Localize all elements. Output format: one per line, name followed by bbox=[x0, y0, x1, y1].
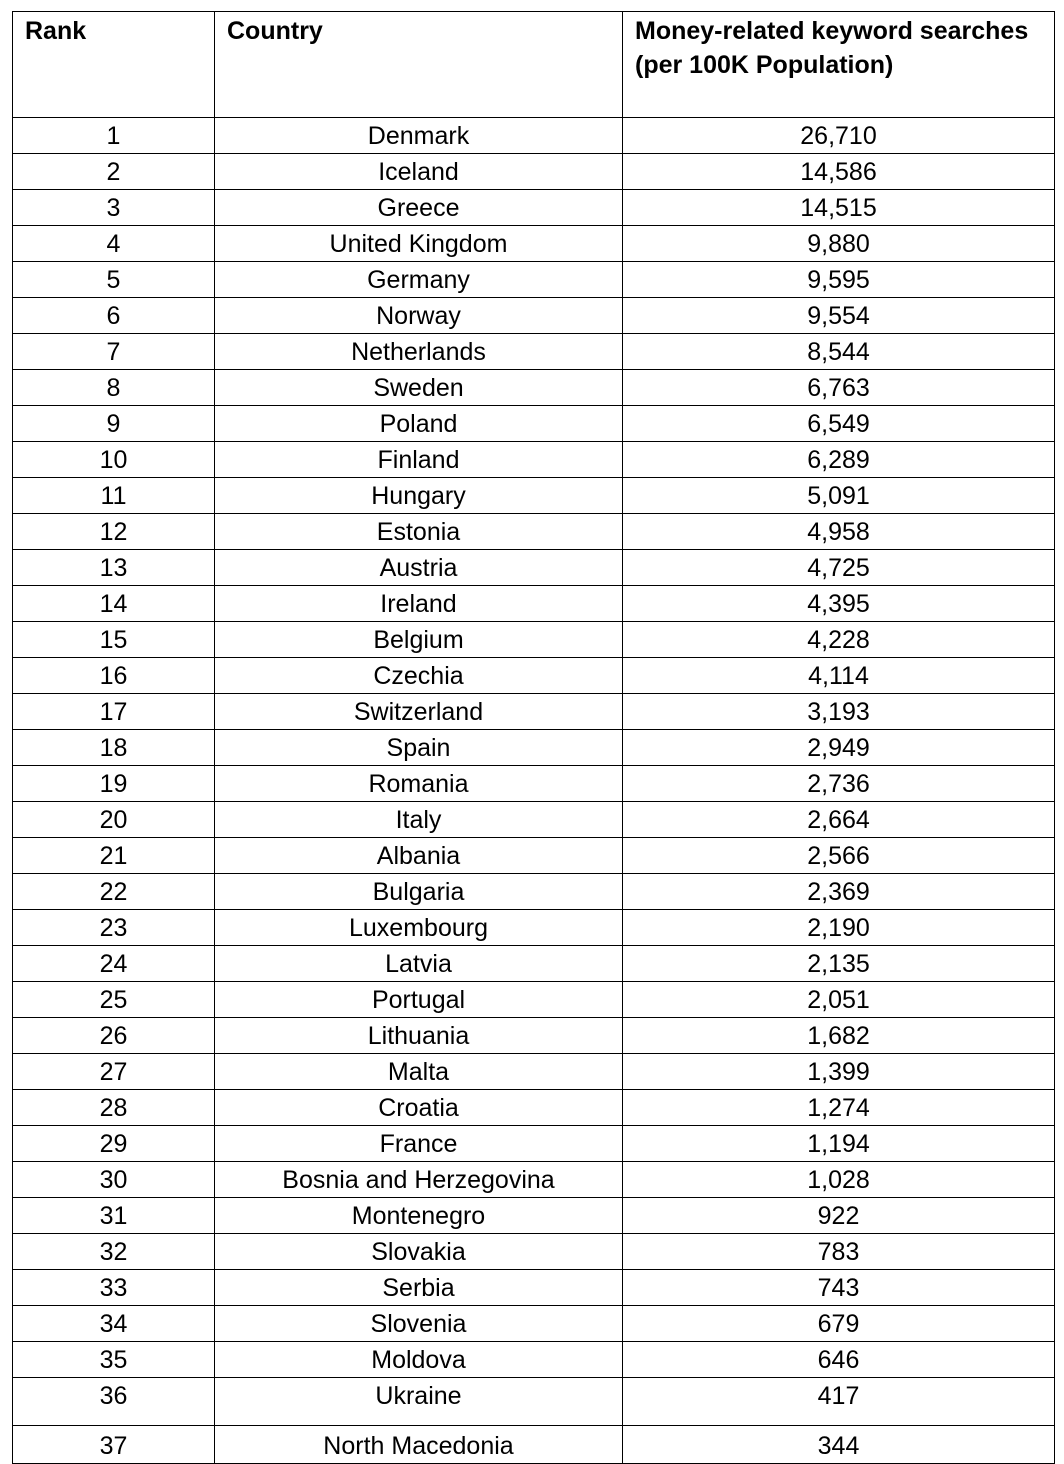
country-cell: Luxembourg bbox=[215, 910, 623, 946]
country-cell: Bosnia and Herzegovina bbox=[215, 1162, 623, 1198]
country-cell: Iceland bbox=[215, 154, 623, 190]
rank-cell: 25 bbox=[13, 982, 215, 1018]
searches-cell: 9,595 bbox=[623, 262, 1055, 298]
rank-cell: 22 bbox=[13, 874, 215, 910]
rank-cell: 24 bbox=[13, 946, 215, 982]
rank-cell: 11 bbox=[13, 478, 215, 514]
rank-cell: 17 bbox=[13, 694, 215, 730]
country-cell: Malta bbox=[215, 1054, 623, 1090]
table-row bbox=[13, 262, 1055, 298]
searches-cell: 9,880 bbox=[623, 226, 1055, 262]
rank-cell: 3 bbox=[13, 190, 215, 226]
table-row bbox=[13, 1054, 1055, 1090]
rank-cell: 19 bbox=[13, 766, 215, 802]
table-row bbox=[13, 406, 1055, 442]
table-row bbox=[13, 154, 1055, 190]
searches-cell: 2,664 bbox=[623, 802, 1055, 838]
table-row bbox=[13, 226, 1055, 262]
rank-cell: 10 bbox=[13, 442, 215, 478]
searches-cell: 4,114 bbox=[623, 658, 1055, 694]
searches-cell: 6,763 bbox=[623, 370, 1055, 406]
country-cell: Albania bbox=[215, 838, 623, 874]
rank-cell: 16 bbox=[13, 658, 215, 694]
country-cell: Ukraine bbox=[215, 1378, 623, 1426]
country-cell: Netherlands bbox=[215, 334, 623, 370]
country-cell: United Kingdom bbox=[215, 226, 623, 262]
searches-cell: 5,091 bbox=[623, 478, 1055, 514]
rank-cell: 32 bbox=[13, 1234, 215, 1270]
header-searches: Money-related keyword searches (per 100K Population) bbox=[623, 12, 1055, 118]
table-row bbox=[13, 946, 1055, 982]
table-row bbox=[13, 586, 1055, 622]
country-cell: Norway bbox=[215, 298, 623, 334]
table-row bbox=[13, 1306, 1055, 1342]
searches-cell: 1,274 bbox=[623, 1090, 1055, 1126]
table-row bbox=[13, 658, 1055, 694]
rank-cell: 2 bbox=[13, 154, 215, 190]
searches-cell: 1,399 bbox=[623, 1054, 1055, 1090]
rank-cell: 7 bbox=[13, 334, 215, 370]
table-row bbox=[13, 1090, 1055, 1126]
table-row bbox=[13, 478, 1055, 514]
rank-cell: 29 bbox=[13, 1126, 215, 1162]
country-cell: Italy bbox=[215, 802, 623, 838]
table-body bbox=[13, 118, 1055, 1464]
country-cell: Slovenia bbox=[215, 1306, 623, 1342]
table-row bbox=[13, 334, 1055, 370]
table-row bbox=[13, 298, 1055, 334]
header-rank: Rank bbox=[13, 12, 215, 118]
country-cell: Latvia bbox=[215, 946, 623, 982]
country-cell: Serbia bbox=[215, 1270, 623, 1306]
header-row bbox=[13, 12, 1055, 118]
table-row bbox=[13, 766, 1055, 802]
country-cell: Moldova bbox=[215, 1342, 623, 1378]
rank-cell: 21 bbox=[13, 838, 215, 874]
rank-cell: 35 bbox=[13, 1342, 215, 1378]
table-row bbox=[13, 874, 1055, 910]
rank-cell: 5 bbox=[13, 262, 215, 298]
table-row bbox=[13, 802, 1055, 838]
rank-cell: 37 bbox=[13, 1426, 215, 1464]
table-row bbox=[13, 1198, 1055, 1234]
searches-cell: 2,369 bbox=[623, 874, 1055, 910]
table-row bbox=[13, 442, 1055, 478]
rank-cell: 9 bbox=[13, 406, 215, 442]
rank-cell: 4 bbox=[13, 226, 215, 262]
rank-cell: 34 bbox=[13, 1306, 215, 1342]
searches-cell: 2,566 bbox=[623, 838, 1055, 874]
rank-cell: 31 bbox=[13, 1198, 215, 1234]
searches-cell: 26,710 bbox=[623, 118, 1055, 154]
searches-cell: 4,395 bbox=[623, 586, 1055, 622]
searches-cell: 1,028 bbox=[623, 1162, 1055, 1198]
table-row bbox=[13, 1426, 1055, 1464]
table-row bbox=[13, 910, 1055, 946]
searches-cell: 14,586 bbox=[623, 154, 1055, 190]
ranking-table bbox=[12, 11, 1055, 1464]
rank-cell: 12 bbox=[13, 514, 215, 550]
country-cell: Finland bbox=[215, 442, 623, 478]
table-row bbox=[13, 694, 1055, 730]
rank-cell: 26 bbox=[13, 1018, 215, 1054]
searches-cell: 2,051 bbox=[623, 982, 1055, 1018]
country-cell: Romania bbox=[215, 766, 623, 802]
searches-cell: 4,725 bbox=[623, 550, 1055, 586]
rank-cell: 18 bbox=[13, 730, 215, 766]
country-cell: Lithuania bbox=[215, 1018, 623, 1054]
country-cell: Denmark bbox=[215, 118, 623, 154]
table-row bbox=[13, 118, 1055, 154]
searches-cell: 2,135 bbox=[623, 946, 1055, 982]
country-cell: Croatia bbox=[215, 1090, 623, 1126]
searches-cell: 922 bbox=[623, 1198, 1055, 1234]
rank-cell: 30 bbox=[13, 1162, 215, 1198]
table-row bbox=[13, 1342, 1055, 1378]
country-cell: Estonia bbox=[215, 514, 623, 550]
searches-cell: 2,736 bbox=[623, 766, 1055, 802]
rank-cell: 36 bbox=[13, 1378, 215, 1426]
country-cell: Poland bbox=[215, 406, 623, 442]
country-cell: Germany bbox=[215, 262, 623, 298]
table-row bbox=[13, 838, 1055, 874]
table-row bbox=[13, 1018, 1055, 1054]
searches-cell: 6,289 bbox=[623, 442, 1055, 478]
rank-cell: 28 bbox=[13, 1090, 215, 1126]
country-cell: Sweden bbox=[215, 370, 623, 406]
header-country: Country bbox=[215, 12, 623, 118]
country-cell: Austria bbox=[215, 550, 623, 586]
table-header bbox=[13, 12, 1055, 118]
rank-cell: 33 bbox=[13, 1270, 215, 1306]
country-cell: Spain bbox=[215, 730, 623, 766]
searches-cell: 4,958 bbox=[623, 514, 1055, 550]
country-cell: North Macedonia bbox=[215, 1426, 623, 1464]
searches-cell: 9,554 bbox=[623, 298, 1055, 334]
country-cell: Slovakia bbox=[215, 1234, 623, 1270]
rank-cell: 14 bbox=[13, 586, 215, 622]
rank-cell: 1 bbox=[13, 118, 215, 154]
searches-cell: 3,193 bbox=[623, 694, 1055, 730]
country-cell: Switzerland bbox=[215, 694, 623, 730]
rank-cell: 8 bbox=[13, 370, 215, 406]
rank-cell: 27 bbox=[13, 1054, 215, 1090]
searches-cell: 2,949 bbox=[623, 730, 1055, 766]
table-row bbox=[13, 1270, 1055, 1306]
table-row bbox=[13, 1126, 1055, 1162]
table-row bbox=[13, 622, 1055, 658]
rank-cell: 15 bbox=[13, 622, 215, 658]
searches-cell: 417 bbox=[623, 1378, 1055, 1426]
searches-cell: 783 bbox=[623, 1234, 1055, 1270]
searches-cell: 1,194 bbox=[623, 1126, 1055, 1162]
searches-cell: 743 bbox=[623, 1270, 1055, 1306]
searches-cell: 646 bbox=[623, 1342, 1055, 1378]
rank-cell: 13 bbox=[13, 550, 215, 586]
searches-cell: 4,228 bbox=[623, 622, 1055, 658]
searches-cell: 1,682 bbox=[623, 1018, 1055, 1054]
country-cell: Portugal bbox=[215, 982, 623, 1018]
country-cell: Greece bbox=[215, 190, 623, 226]
country-cell: Czechia bbox=[215, 658, 623, 694]
table-row bbox=[13, 514, 1055, 550]
rank-cell: 6 bbox=[13, 298, 215, 334]
table-row bbox=[13, 190, 1055, 226]
country-cell: Bulgaria bbox=[215, 874, 623, 910]
table-row bbox=[13, 982, 1055, 1018]
table-row bbox=[13, 1378, 1055, 1426]
country-cell: Belgium bbox=[215, 622, 623, 658]
searches-cell: 14,515 bbox=[623, 190, 1055, 226]
table-row bbox=[13, 730, 1055, 766]
searches-cell: 8,544 bbox=[623, 334, 1055, 370]
searches-cell: 6,549 bbox=[623, 406, 1055, 442]
table-row bbox=[13, 1234, 1055, 1270]
searches-cell: 2,190 bbox=[623, 910, 1055, 946]
table-row bbox=[13, 550, 1055, 586]
rank-cell: 20 bbox=[13, 802, 215, 838]
table-row bbox=[13, 1162, 1055, 1198]
table-row bbox=[13, 370, 1055, 406]
searches-cell: 679 bbox=[623, 1306, 1055, 1342]
rank-cell: 23 bbox=[13, 910, 215, 946]
country-cell: Hungary bbox=[215, 478, 623, 514]
searches-cell: 344 bbox=[623, 1426, 1055, 1464]
country-cell: Montenegro bbox=[215, 1198, 623, 1234]
country-cell: France bbox=[215, 1126, 623, 1162]
country-cell: Ireland bbox=[215, 586, 623, 622]
